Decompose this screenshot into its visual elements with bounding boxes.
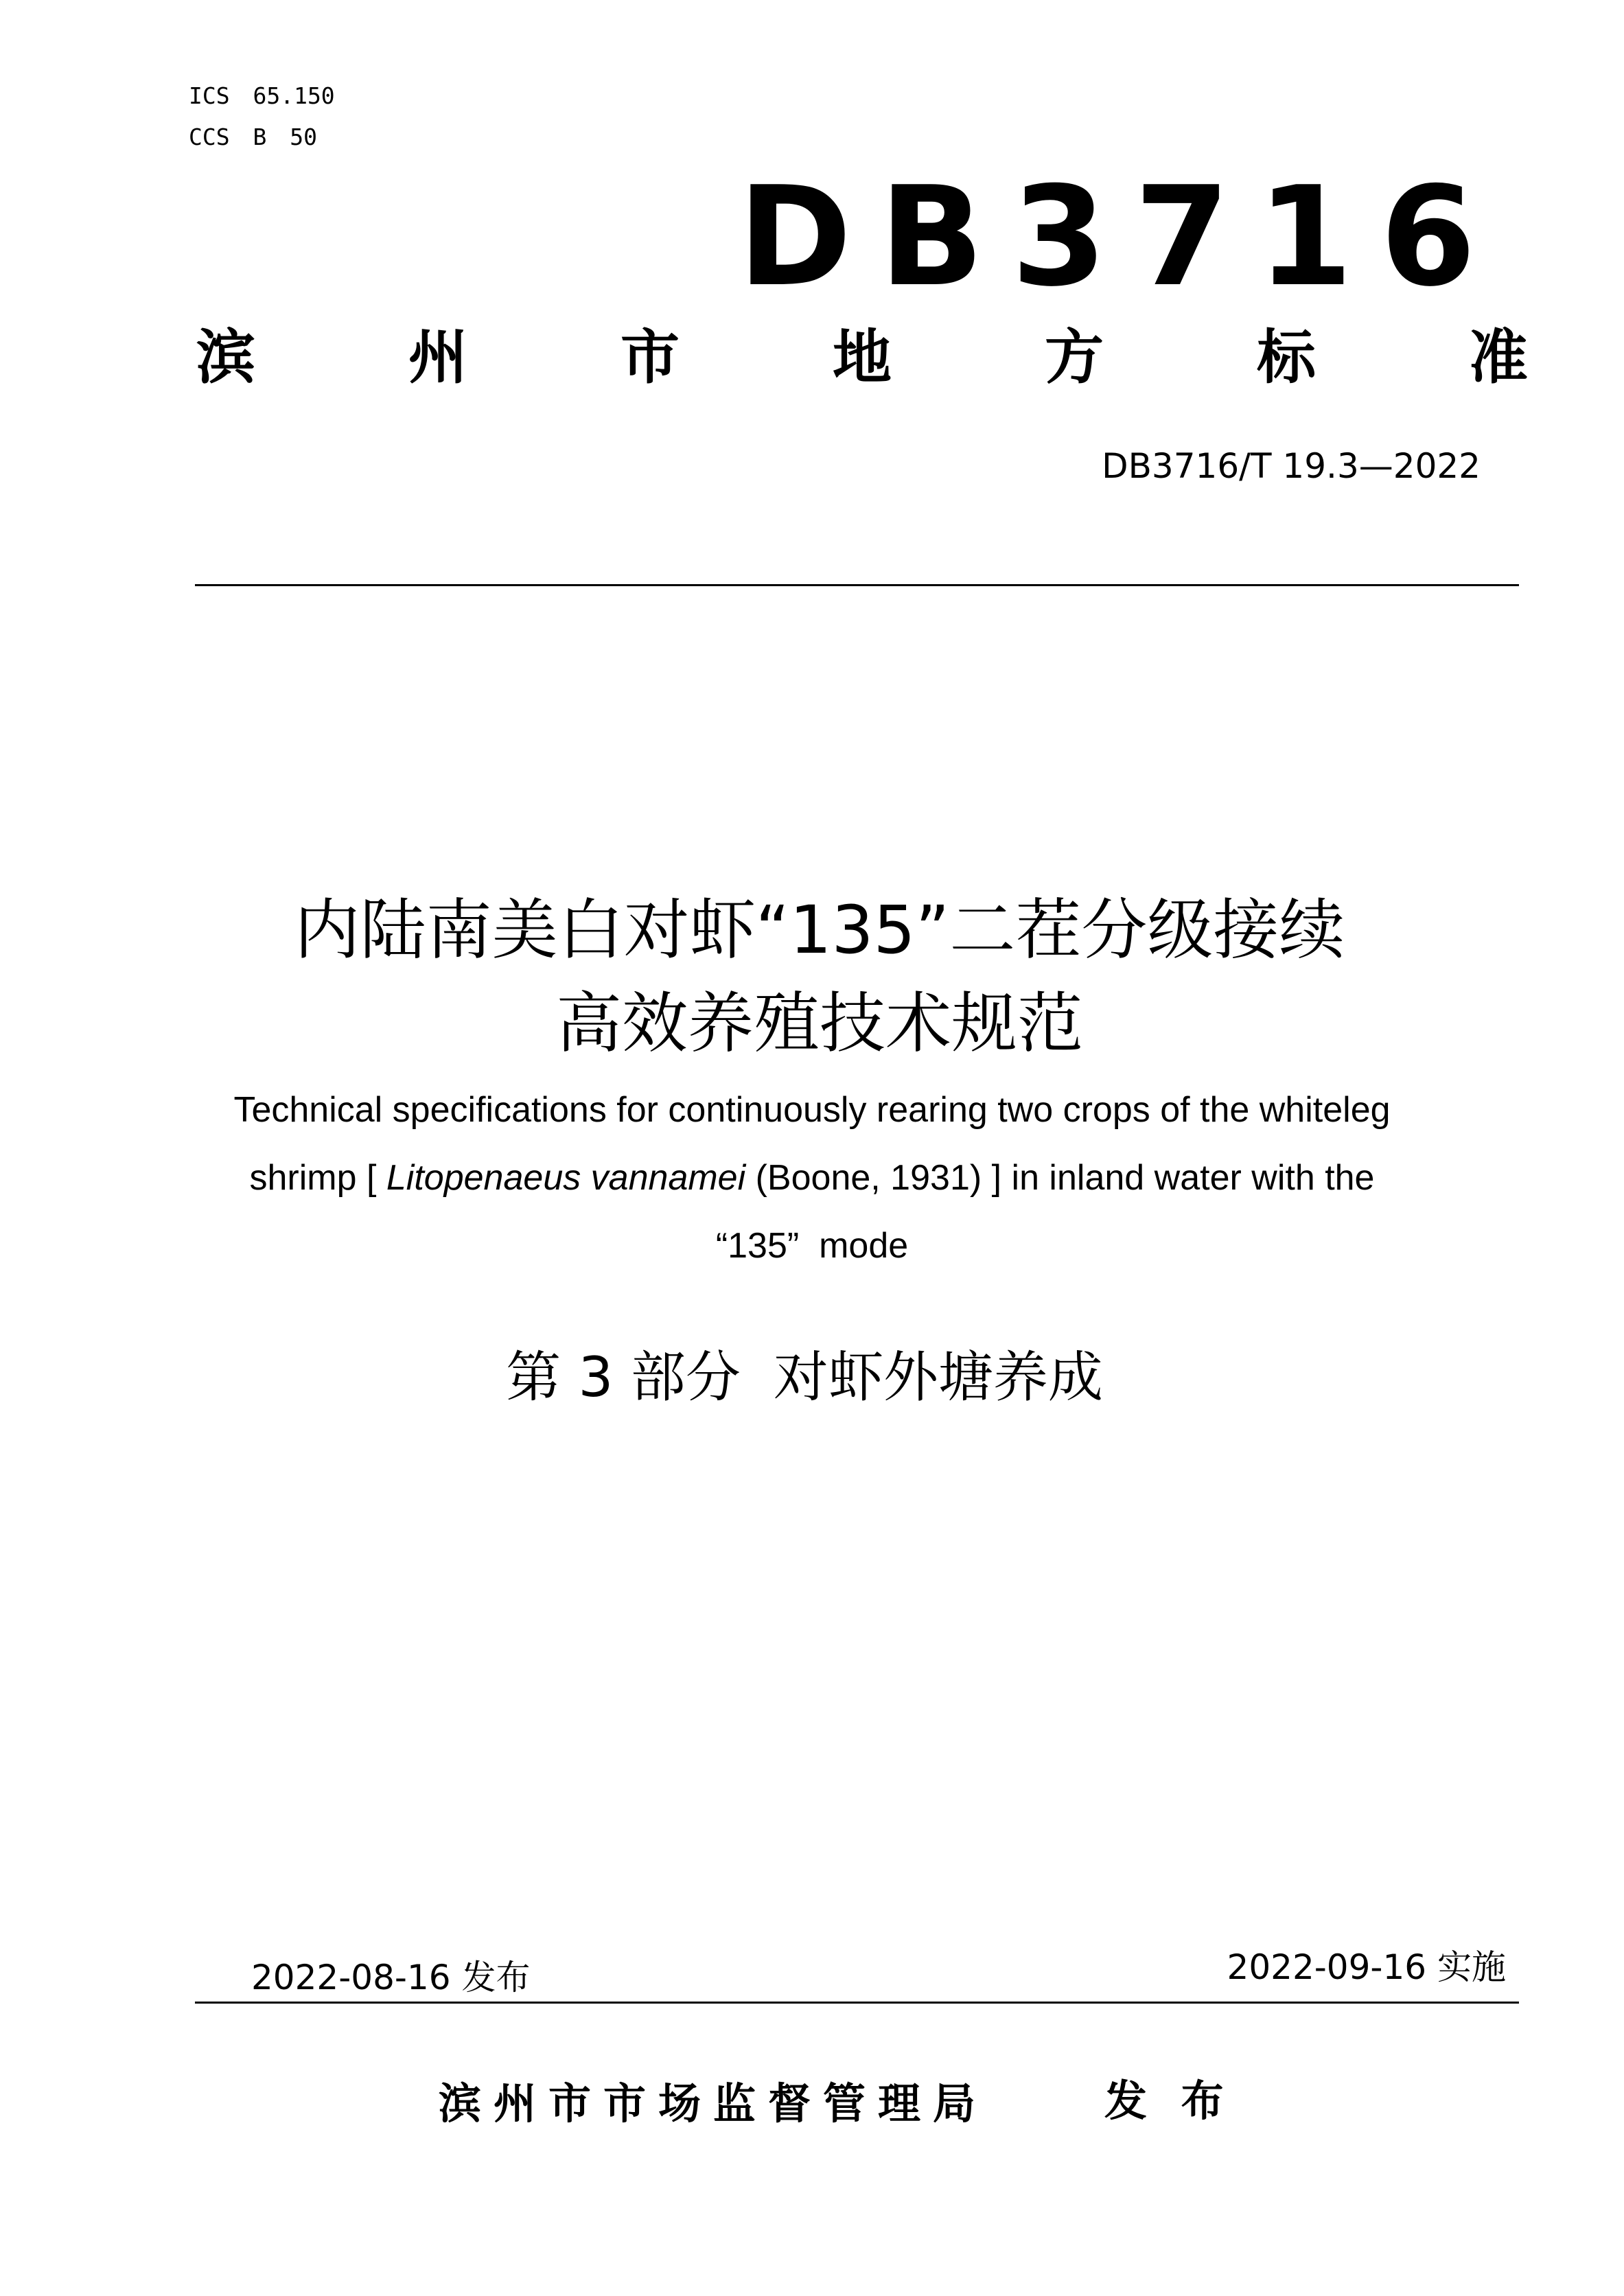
standard-type-char: 方 [1045, 323, 1104, 392]
standard-type-char: 地 [833, 323, 892, 392]
part-title [0, 1345, 1609, 1409]
standard-type-char: 准 [1469, 323, 1528, 392]
bottom-divider [195, 2002, 1519, 2004]
title-en-line-1: Technical specifications for continuously rearing two crops of the whiteleg [233, 1090, 1391, 1130]
title-en-line-2-suffix: (Boone, 1931) ] in inland water with the [745, 1158, 1375, 1198]
standard-number: DB3716/T 19.3—2022 [1102, 446, 1481, 486]
implement-date: 2022-09-16 实施 [1227, 1947, 1506, 1987]
standard-code-large: DB3716 [738, 157, 1504, 317]
issuing-authority: 滨州市市场监督管理局 [439, 2078, 988, 2129]
issue-action: 发 布 [1104, 2076, 1233, 2126]
title-zh-line-2: 高效养殖技术规范 [556, 985, 1083, 1062]
species-name: Litopenaeus vannamei [386, 1158, 746, 1198]
top-divider [195, 584, 1519, 586]
ics-code: ICS 65.150 [189, 82, 335, 109]
standard-type-char: 标 [1257, 323, 1316, 392]
title-zh-line-1: 内陆南美白对虾“135”二茬分级接续 [294, 892, 1345, 969]
standard-type-heading [196, 323, 1528, 392]
standard-type-char: 市 [620, 323, 680, 392]
publish-date: 2022-08-16 发布 [251, 1958, 531, 1997]
ccs-code: CCS B 50 [189, 124, 317, 150]
part-name: 对虾外塘养成 [773, 1345, 1103, 1409]
title-en-line-3: “135” mode [715, 1226, 909, 1266]
title-en-line-2 [0, 1160, 1624, 1196]
title-en-line-2-prefix: shrimp [ [249, 1158, 386, 1198]
part-label: 第 3 部分 [506, 1345, 741, 1409]
standard-type-char: 滨 [196, 323, 255, 392]
standard-type-char: 州 [408, 323, 467, 392]
